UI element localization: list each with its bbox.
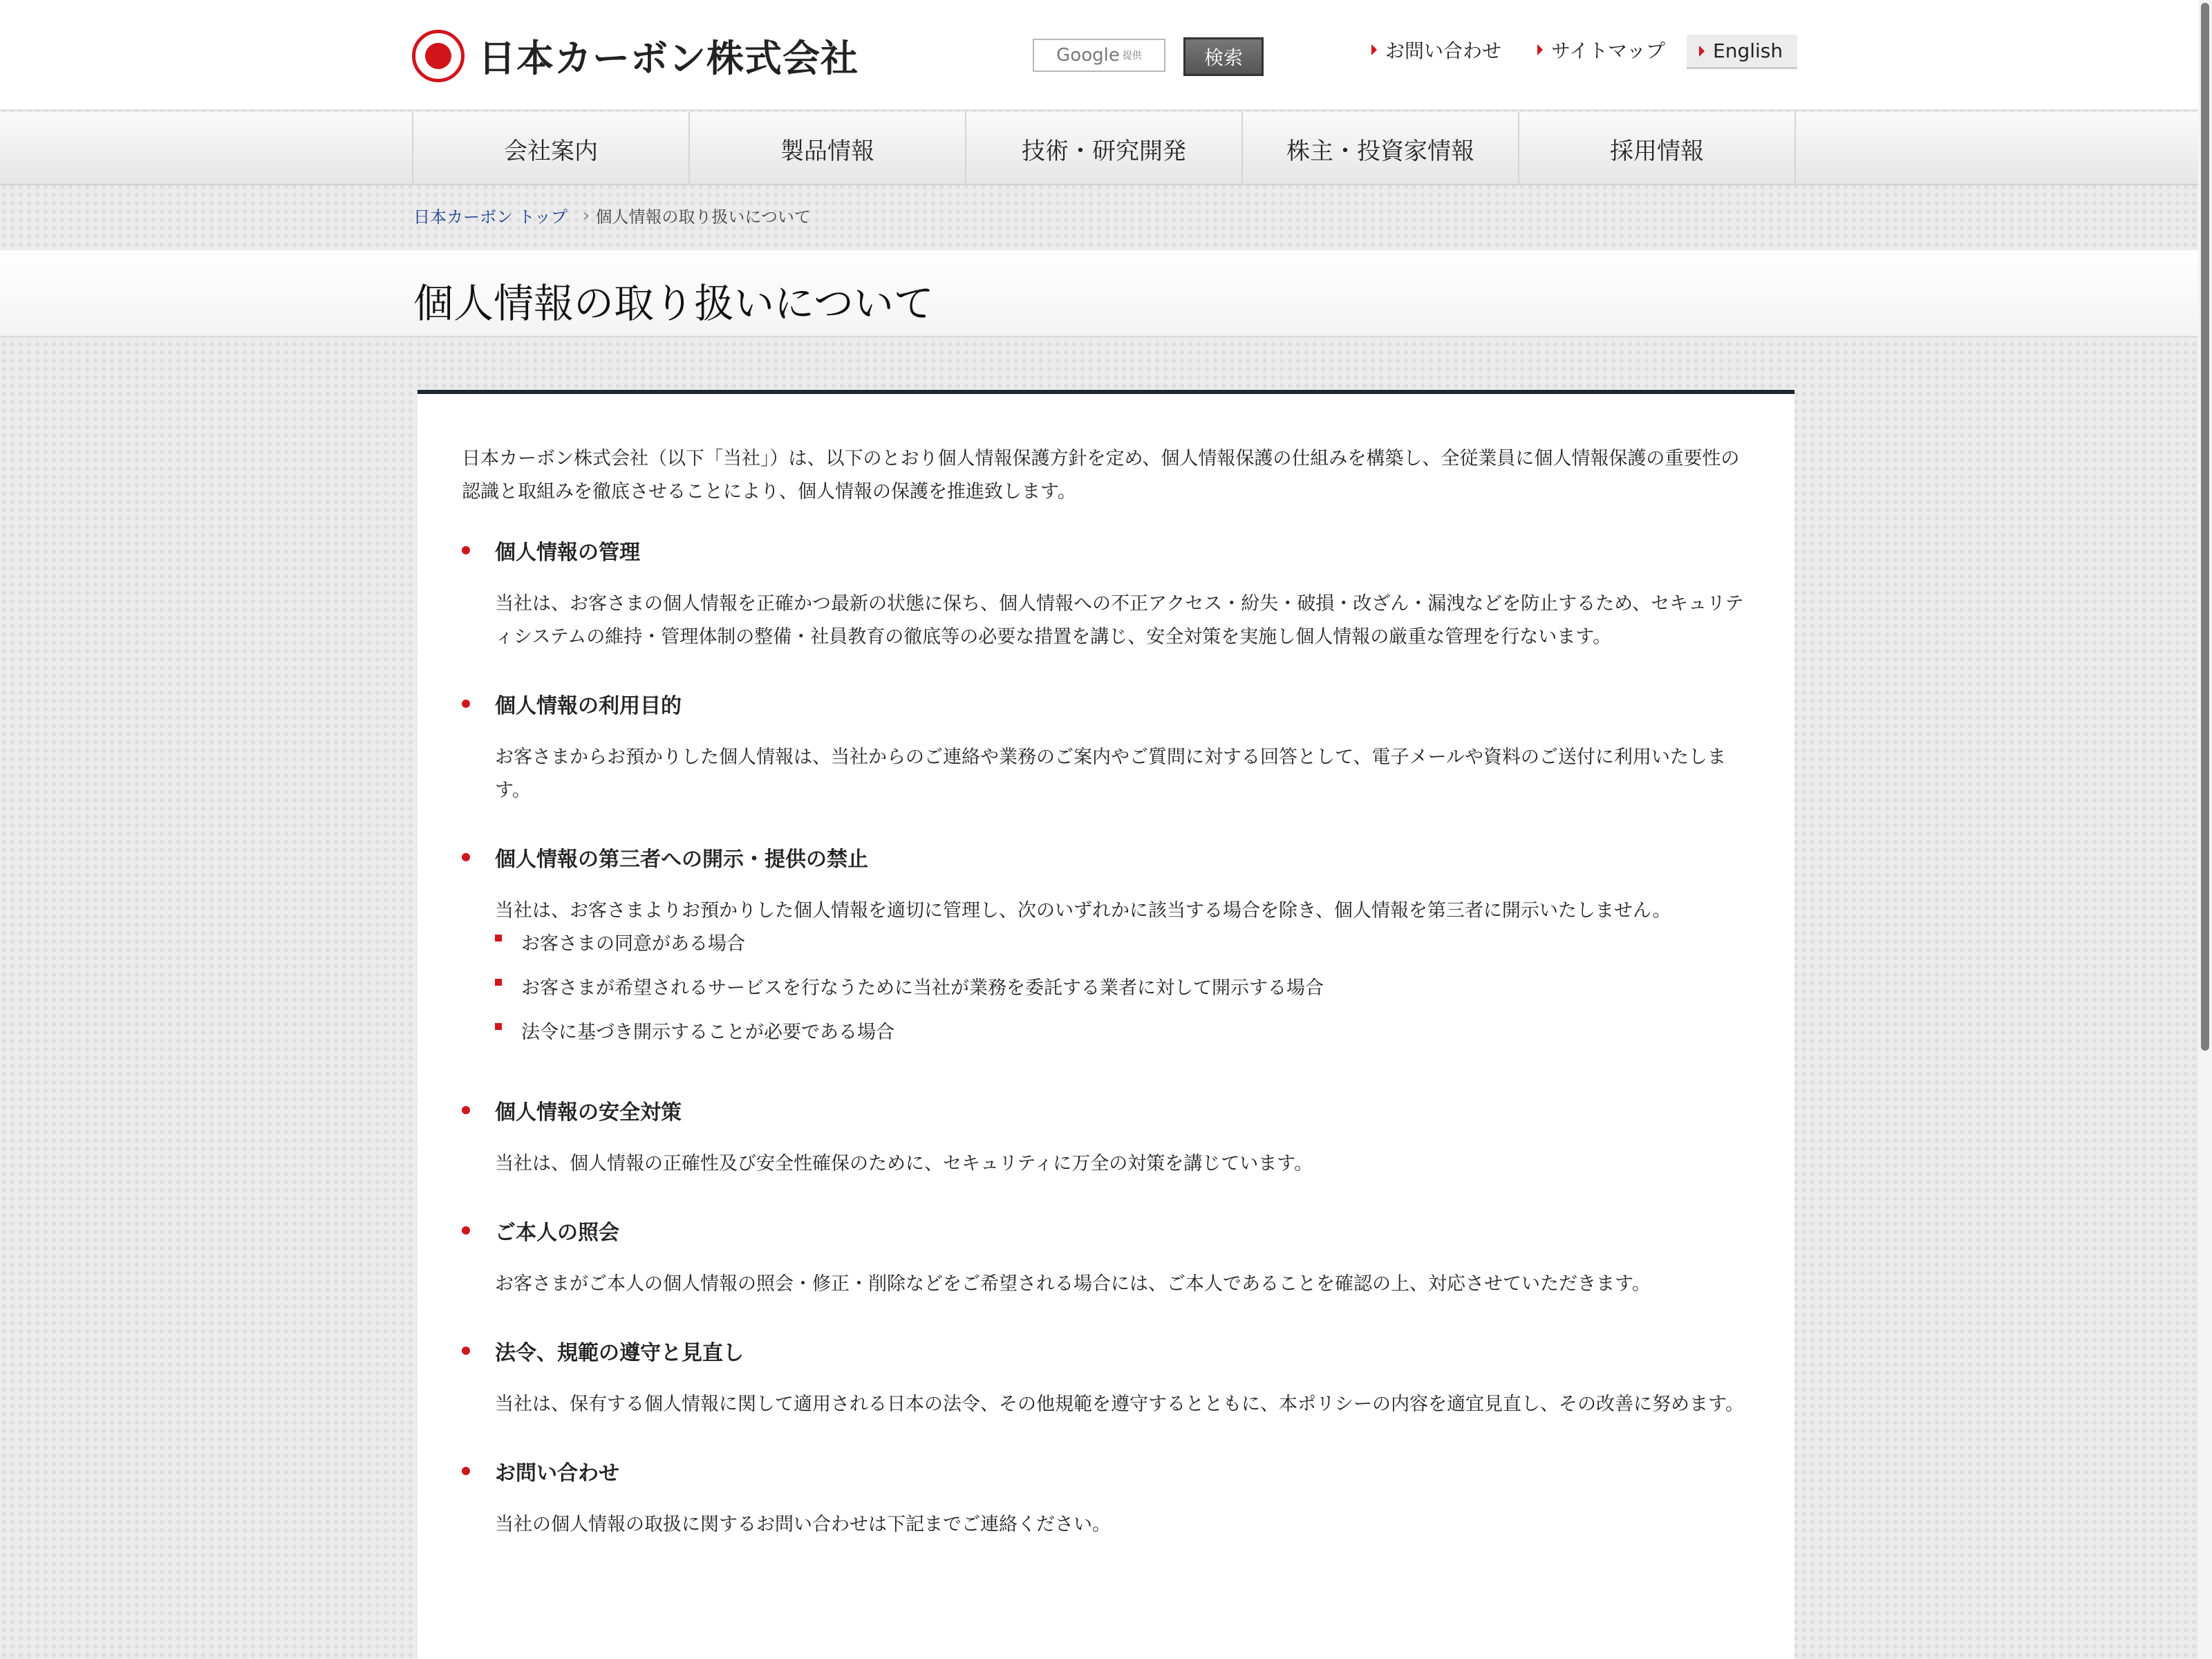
- contact-link[interactable]: お問い合わせ: [1371, 36, 1501, 64]
- search-provided-by: 提供: [1122, 50, 1142, 62]
- bullet-dot-icon: [462, 546, 470, 554]
- search-button[interactable]: 検索: [1183, 37, 1264, 76]
- list-item: [495, 1016, 1750, 1060]
- scrollbar-thumb[interactable]: [2201, 3, 2209, 1051]
- breadcrumb-home-link[interactable]: 日本カーボン トップ: [413, 207, 568, 227]
- logo-text: 日本カーボン株式会社: [478, 37, 859, 80]
- breadcrumb-current: 個人情報の取り扱いについて: [595, 207, 811, 227]
- section-body: お客さまからお預かりした個人情報は、当社からのご連絡や業務のご案内やご質問に対する回答として、電子メールや資料のご送付に利用いたします。: [495, 747, 1726, 801]
- list-item-text: お客さまが希望されるサービスを行なうために当社が業務を委託する業者に対して開示する場合: [521, 977, 1324, 999]
- bullet-dot-icon: [462, 1347, 470, 1355]
- logo-mark-icon: [412, 30, 465, 82]
- nav-item-technology[interactable]: 技術・研究開発: [966, 112, 1243, 185]
- section-heading: [462, 536, 1750, 564]
- section-heading-text: ご本人の照会: [495, 1221, 619, 1245]
- list-item-text: お客さまの同意がある場合: [521, 933, 745, 955]
- section-body: 当社は、個人情報の正確性及び安全性確保のために、セキュリティに万全の対策を講じています。: [495, 1153, 1313, 1174]
- list-item: [495, 928, 1750, 972]
- section-heading-text: 個人情報の利用目的: [495, 694, 682, 718]
- section-body: お客さまがご本人の個人情報の照会・修正・削除などをご希望される場合には、ご本人であることを確認の上、対応させていただきます。: [495, 1273, 1651, 1295]
- section-compliance: [462, 1337, 1750, 1421]
- section-heading-text: お問い合わせ: [495, 1461, 619, 1485]
- section-management: [462, 536, 1750, 654]
- title-bar: [0, 250, 2212, 337]
- main-content: [418, 390, 1794, 1659]
- bullet-dot-icon: [462, 1106, 470, 1114]
- section-heading: [462, 1457, 1750, 1485]
- section-heading: [462, 1217, 1750, 1244]
- square-bullet-icon: [495, 979, 502, 986]
- list-item: [495, 972, 1750, 1016]
- sitemap-link[interactable]: サイトマップ: [1537, 36, 1665, 64]
- global-nav-list: [412, 112, 1796, 185]
- section-heading: [462, 1096, 1750, 1124]
- global-nav: [0, 112, 2212, 185]
- site-logo[interactable]: [412, 29, 859, 82]
- section-heading: [462, 1337, 1750, 1365]
- exception-list: [462, 928, 1750, 1060]
- nav-item-recruit[interactable]: 採用情報: [1519, 112, 1796, 185]
- page-title: 個人情報の取り扱いについて: [413, 280, 934, 327]
- bullet-dot-icon: [462, 1467, 470, 1475]
- breadcrumb: [413, 203, 811, 227]
- section-contact: [462, 1457, 1750, 1541]
- nav-item-products[interactable]: 製品情報: [690, 112, 966, 185]
- section-security: [462, 1096, 1750, 1181]
- breadcrumb-separator-icon: ›: [582, 205, 590, 226]
- section-heading-text: 法令、規範の遵守と見直し: [495, 1341, 744, 1365]
- section-body: 当社は、お客さまよりお預かりした個人情報を適切に管理し、次のいずれかに該当する場合を除き、個人情報を第三者に開示いたしません。: [495, 900, 1671, 921]
- square-bullet-icon: [495, 1023, 502, 1030]
- bullet-dot-icon: [462, 853, 470, 861]
- english-link[interactable]: English: [1687, 35, 1797, 69]
- search-input[interactable]: [1033, 39, 1165, 72]
- section-body: 当社の個人情報の取扱に関するお問い合わせは下記までご連絡ください。: [495, 1514, 1111, 1535]
- bullet-dot-icon: [462, 700, 470, 708]
- section-third-party: [462, 843, 1750, 1060]
- section-heading: [462, 843, 1750, 871]
- section-purpose: [462, 690, 1750, 807]
- bullet-dot-icon: [462, 1226, 470, 1235]
- nav-item-investors[interactable]: 株主・投資家情報: [1243, 112, 1519, 185]
- square-bullet-icon: [495, 935, 502, 941]
- site-header: [0, 0, 2212, 111]
- vertical-scrollbar[interactable]: [2198, 0, 2212, 1659]
- section-body: 当社は、お客さまの個人情報を正確かつ最新の状態に保ち、個人情報への不正アクセス・紛失・破損・改ざん・漏洩などを防止するため、セキュリティシステムの維持・管理体制の整備・社員教育の徹底等の必要な措置を講じ、安全対策を実施し個人情報の厳重な管理を行ないます。: [495, 593, 1744, 648]
- intro-text: 日本カーボン株式会社（以下「当社」）は、以下のとおり個人情報保護方針を定め、個人情報保護の仕組みを構築し、全従業員に個人情報保護の重要性の認識と取組みを徹底させることにより、個人情報の保護を推進致します。: [462, 448, 1740, 503]
- section-heading-text: 個人情報の第三者への開示・提供の禁止: [495, 847, 868, 872]
- section-heading-text: 個人情報の管理: [495, 541, 640, 565]
- search-placeholder: Google: [1056, 45, 1120, 66]
- section-heading-text: 個人情報の安全対策: [495, 1100, 682, 1125]
- section-body: 当社は、保有する個人情報に関して適用される日本の法令、その他規範を遵守するとともに、本ポリシーの内容を適宜見直し、その改善に努めます。: [495, 1394, 1744, 1415]
- section-heading: [462, 690, 1750, 718]
- nav-item-company[interactable]: 会社案内: [413, 112, 690, 185]
- list-item-text: 法令に基づき開示することが必要である場合: [521, 1022, 894, 1043]
- section-inquiry-self: [462, 1217, 1750, 1301]
